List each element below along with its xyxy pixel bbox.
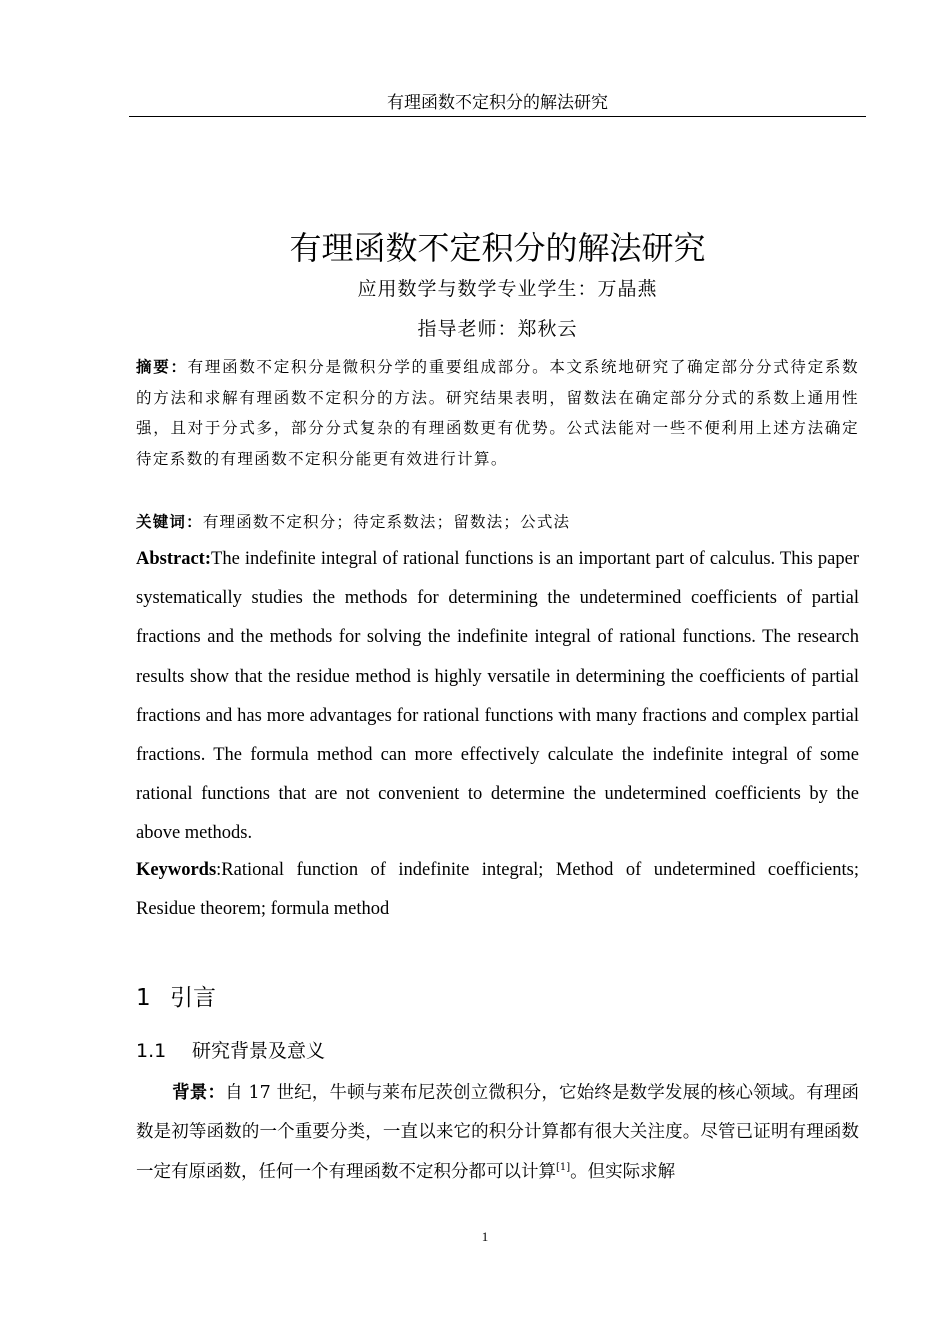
abstract-cn [136, 352, 859, 474]
background-label: 背景： [172, 1083, 226, 1103]
section-title: 引言 [170, 985, 216, 1011]
background-paragraph [136, 1074, 859, 1192]
author-line: 应用数学与数学专业学生：万晶燕 [357, 278, 658, 300]
keywords-en [136, 851, 859, 929]
advisor-line: 指导老师：郑秋云 [417, 318, 578, 340]
paper-title: 有理函数不定积分的解法研究 [289, 229, 706, 267]
keywords-en-label: Keywords [136, 860, 217, 880]
section-heading-1-1 [136, 1037, 325, 1065]
subsection-number: 1.1 [136, 1040, 167, 1062]
subsection-title: 研究背景及意义 [192, 1040, 326, 1062]
background-text-after: 。但实际求解 [570, 1161, 676, 1182]
keywords-en-text: :Rational function of indefinite integral; Method of undetermined coefficients; Residue theorem; formula method [136, 860, 859, 920]
abstract-en-text: The indefinite integral of rational functions is an important part of calculus. This paper systematically studies the methods for determining the undetermined coefficients of partial fractions and the methods for solving the indefinite integral of rational functions. The research results show that the residue method is highly versatile in determining the coefficients of partial fractions and has more advantages for rational functions with many fractions and complex partial fractions. The formula method can more effectively calculate the indefinite integral of some rational functions that are not convenient to determine the undetermined coefficients by the above methods. [136, 549, 859, 844]
abstract-en-label: Abstract: [136, 549, 212, 569]
section-heading-1 [136, 982, 216, 1014]
header-rule [129, 116, 866, 117]
keywords-cn-text: 有理函数不定积分；待定系数法；留数法；公式法 [202, 513, 571, 531]
keywords-cn-label: 关键词： [136, 512, 203, 531]
background-text: 自 17 世纪，牛顿与莱布尼茨创立微积分，它始终是数学发展的核心领域。有理函数是初等函数的一个重要分类，一直以来它的积分计算都有很大关注度。尽管已证明有理函数一定有原函数，任何一个有理函数不定积分都可以计算 [136, 1083, 859, 1182]
section-number: 1 [136, 985, 151, 1011]
abstract-en [136, 540, 859, 854]
citation-ref[interactable]: [1] [556, 1161, 571, 1173]
keywords-cn [136, 507, 859, 537]
abstract-cn-text: 有理函数不定积分是微积分学的重要组成部分。本文系统地研究了确定部分分式待定系数的方法和求解有理函数不定积分的方法。研究结果表明，留数法在确定部分分式的系数上通用性强，且对于分式多，部分分式复杂的有理函数更有优势。公式法能对一些不便利用上述方法确定待定系数的有理函数不定积分能更有效进行计算。 [136, 358, 859, 468]
abstract-cn-label: 摘要： [136, 357, 188, 376]
running-header: 有理函数不定积分的解法研究 [387, 93, 608, 113]
page-number: 1 [481, 1229, 489, 1244]
